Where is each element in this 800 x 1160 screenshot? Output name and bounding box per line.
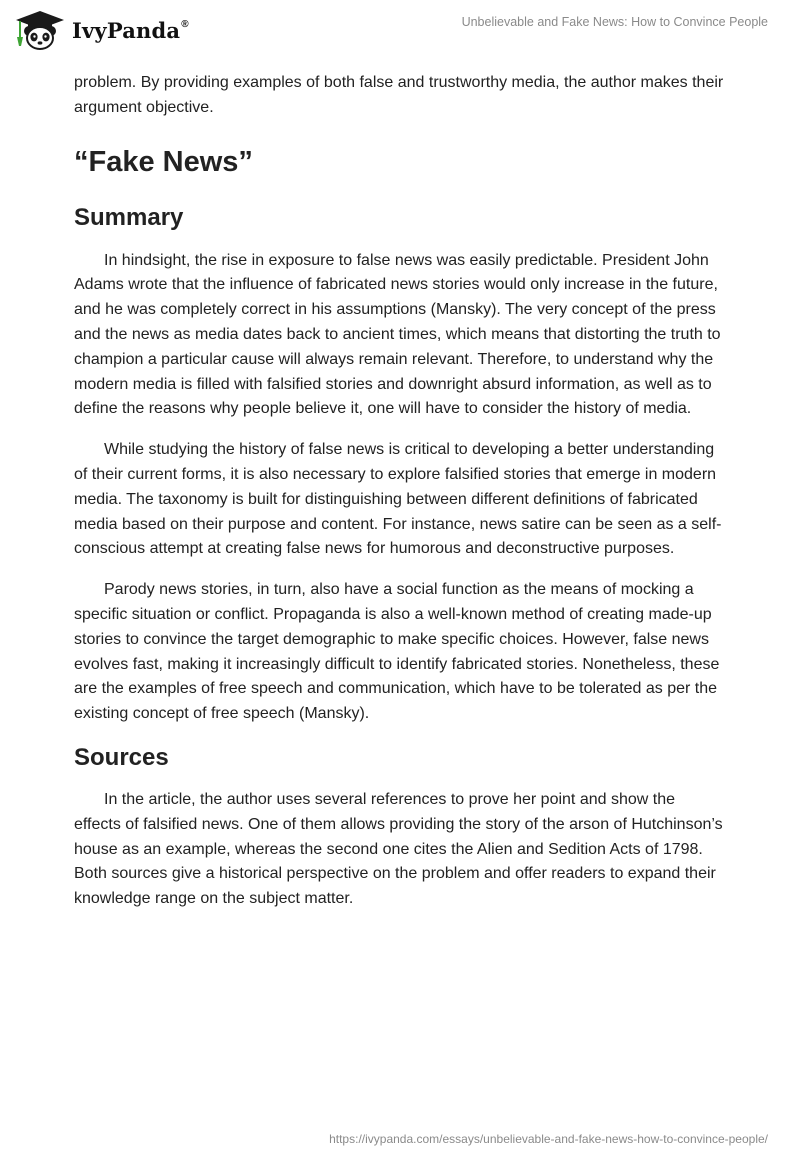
registered-mark: ®	[181, 18, 189, 30]
sources-paragraph: In the article, the author uses several references to prove her point and show the effects of falsified news. One of them allows providing the story of the arson of Hutchinson’s house as an example, whereas the second one cites the Alien and Sedition Acts of 1798. Both sources give a historical perspective on the problem and offer readers to expand their knowledge range on the subject matter.	[74, 790, 723, 908]
summary-heading: Summary	[74, 203, 184, 231]
source-url[interactable]: https://ivypanda.com/essays/unbelievable-and-fake-news-how-to-convince-people/	[329, 1132, 768, 1146]
summary-paragraph: Parody news stories, in turn, also have a social function as the means of mocking a specific situation or conflict. Propaganda is also a well-known method of creating made-up stories to convince the target demographic to make specific choices. However, false news evolves fast, making it increasingly difficult to identify fabricated stories. Nonetheless, these are the examples of free speech and communication, which have to be tolerated as per the existing concept of free speech (Mansky).	[74, 581, 720, 723]
page-header	[0, 0, 800, 60]
article-body	[74, 71, 724, 912]
summary-paragraph: While studying the history of false news is critical to developing a better understanding of their current forms, it is also necessary to explore falsified stories that emerge in modern media. The taxonomy is built for distinguishing between different definitions of fabricated media based on their purpose and content. For instance, news satire can be seen as a self-conscious attempt at creating false news for humorous and deconstructive purposes.	[74, 441, 722, 558]
ivypanda-logo[interactable]	[14, 8, 189, 52]
sources-heading: Sources	[74, 743, 169, 771]
panda-graduation-cap-icon	[14, 9, 66, 51]
section-title: “Fake News”	[74, 145, 253, 178]
summary-paragraph: In hindsight, the rise in exposure to false news was easily predictable. President John Adams wrote that the influence of fabricated news stories would only increase in the future, and he was completely correct in his assumptions (Mansky). The very concept of the press and the news as media dates back to ancient times, which means that distorting the truth to champion a particular cause will always remain relevant. Therefore, to understand why the modern media is filled with falsified stories and downright absurd information, as well as to define the reasons why people believe it, one will have to consider the history of media.	[74, 251, 721, 418]
logo-wordmark: IvyPanda	[72, 17, 181, 43]
intro-paragraph: problem. By providing examples of both false and trustworthy media, the author makes their argument objective.	[74, 74, 724, 116]
document-title: Unbelievable and Fake News: How to Convince People	[461, 15, 768, 29]
logo-text	[72, 18, 189, 43]
